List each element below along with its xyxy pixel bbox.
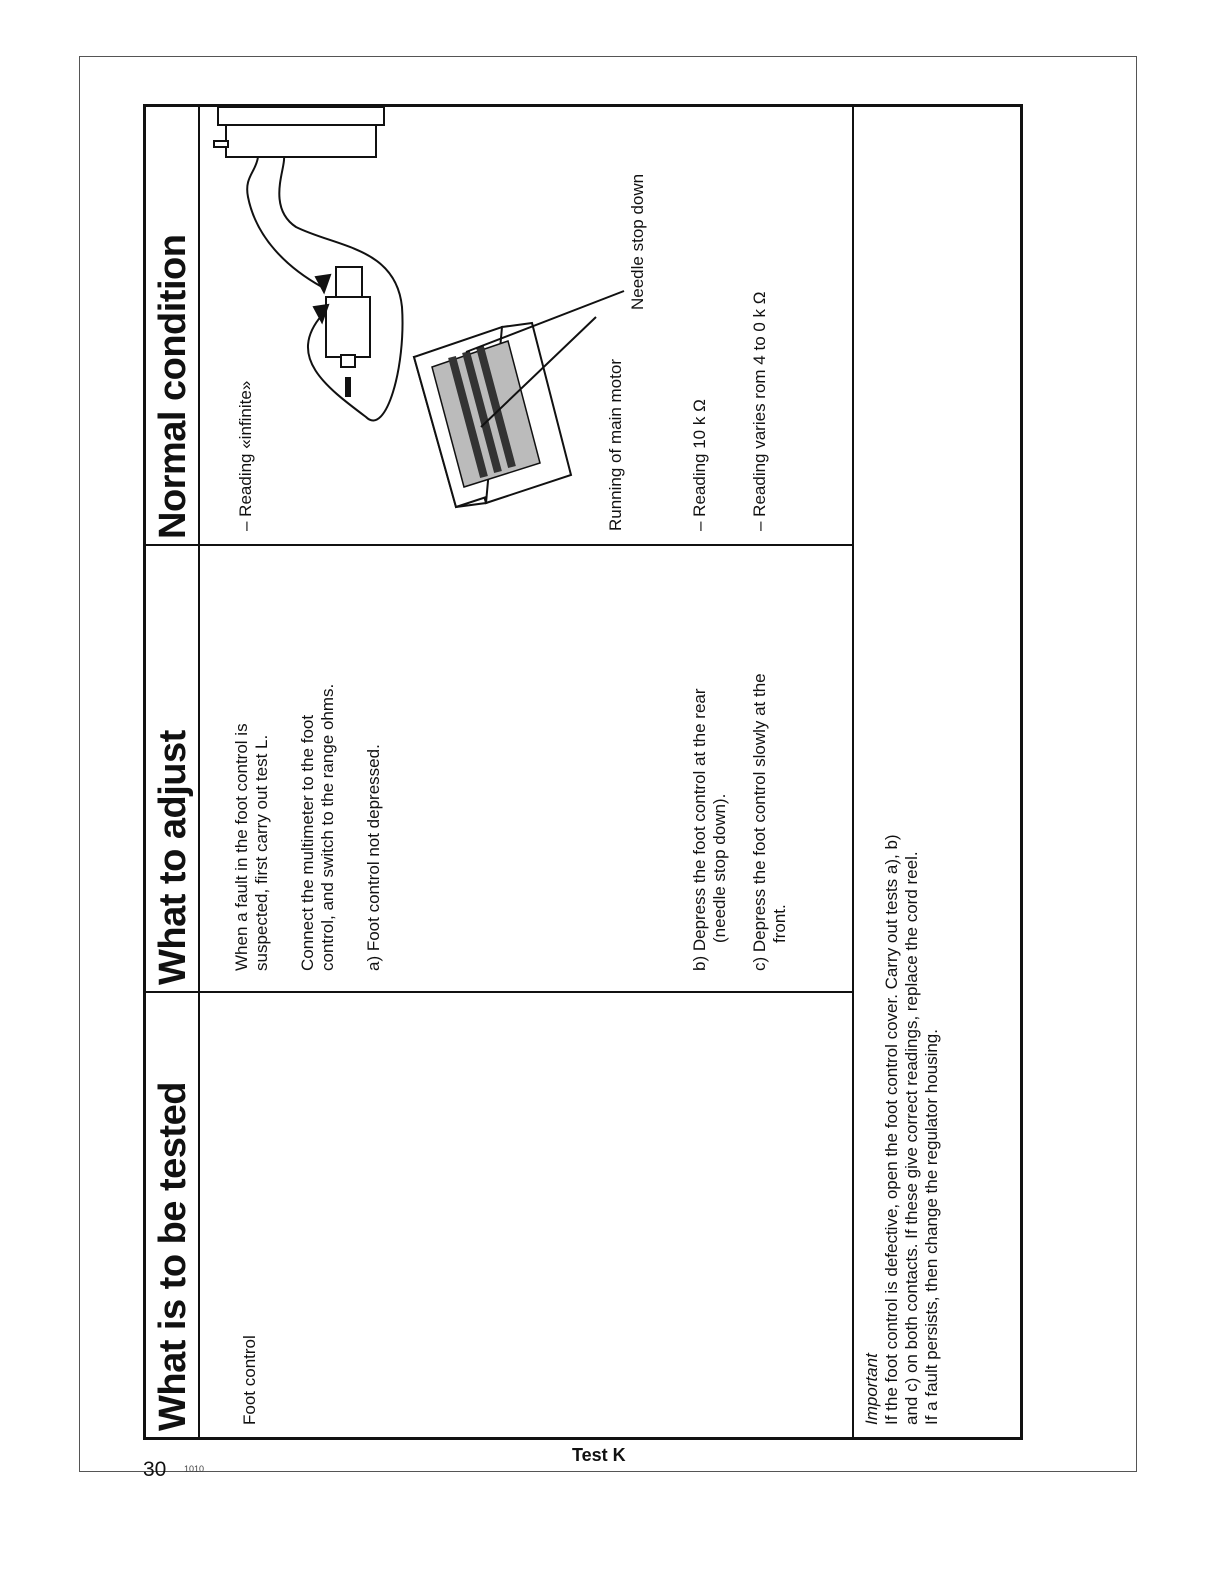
- multimeter-illustration: [214, 107, 384, 157]
- normal-reading-a: – Reading «infinite»: [236, 380, 255, 531]
- test-table: [143, 104, 1023, 1440]
- adjust-step-b-line1: b) Depress the foot control at the rear: [690, 688, 709, 971]
- adjust-connect-line1: Connect the multimeter to the foot: [298, 714, 317, 971]
- test-label: Test K: [572, 1445, 626, 1465]
- important-title: Important: [862, 1353, 881, 1425]
- label-main-motor: Running of main motor: [606, 359, 625, 531]
- header-adjust: What to adjust: [152, 730, 194, 985]
- rotated-sheet: [143, 80, 1055, 1440]
- adjust-step-c-line1: c) Depress the foot control slowly at the: [750, 673, 769, 971]
- important-line3: If a fault persists, then change the regulator housing.: [922, 1029, 941, 1425]
- adjust-step-c-line2: front.: [770, 904, 789, 943]
- page-code: 1010: [184, 1464, 205, 1474]
- important-line2: and c) on both contacts. If these give correct readings, replace the cord reel.: [902, 851, 921, 1425]
- important-line1: If the foot control is defective, open the foot control cover. Carry out tests a), b): [882, 834, 901, 1425]
- adjust-step-b-line2: (needle stop down).: [710, 793, 729, 943]
- page-number: 30: [143, 1458, 167, 1481]
- plug-illustration: [314, 267, 370, 397]
- adjust-intro-line2: suspected, first carry out test L.: [252, 734, 271, 971]
- adjust-connect-line2: control, and switch to the range ohms.: [318, 683, 337, 971]
- label-needle-stop: Needle stop down: [628, 173, 647, 310]
- header-normal: Normal condition: [152, 234, 194, 539]
- header-tested: What is to be tested: [152, 1082, 194, 1431]
- tested-item: Foot control: [240, 1335, 259, 1425]
- adjust-intro-line1: When a fault in the foot control is: [232, 723, 251, 971]
- normal-reading-b: – Reading 10 k Ω: [690, 399, 709, 531]
- adjust-step-a: a) Foot control not depressed.: [364, 744, 383, 971]
- normal-reading-c: – Reading varies rom 4 to 0 k Ω: [750, 291, 769, 531]
